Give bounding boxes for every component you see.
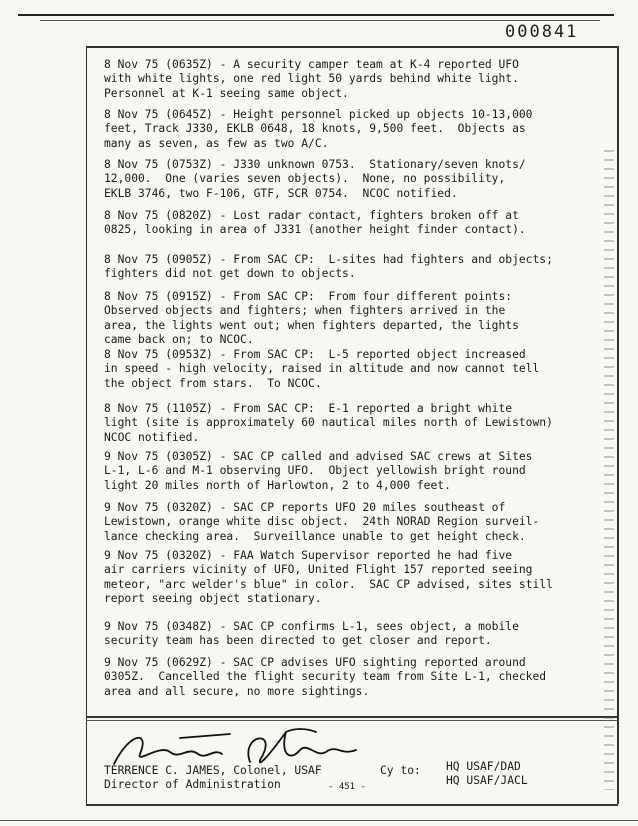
log-entry: 8 Nov 75 (0635Z) - A security camper team at K-4 reported UFO with white lights, one red light 50 yards behind white light. Personnel at K-1 seeing same object. bbox=[104, 58, 519, 100]
signer-title: Director of Administration bbox=[104, 778, 281, 791]
page-number: - 451 - bbox=[328, 782, 366, 792]
copy-to-label: Cy to: bbox=[380, 764, 421, 777]
bottom-rule bbox=[0, 820, 638, 821]
log-entry: 9 Nov 75 (0629Z) - SAC CP advises UFO sighting reported around 0305Z. Cancelled the flight security team from Site L-1, checked area and all secure, no more sightings. bbox=[104, 656, 547, 698]
log-entry: 8 Nov 75 (0915Z) - From SAC CP: From four different points: Observed objects and fighters; when fighters arrived in the area, the lights went out; when fighters departed, the lights came back on; to NCOC. bbox=[104, 290, 519, 347]
document-number: 000841 bbox=[505, 22, 579, 42]
top-rule-secondary bbox=[40, 20, 600, 21]
log-entry: 9 Nov 75 (0305Z) - SAC CP called and advised SAC crews at Sites L-1, L-6 and M-1 observing UFO. Object yellowish bright round light 20 miles north of Harlowton, 2 to 4,000 feet. bbox=[104, 450, 533, 492]
log-entry: 8 Nov 75 (0645Z) - Height personnel picked up objects 10-13,000 feet, Track J330, EKLB 0648, 18 knots, 9,500 feet. Objects as many as seven, as few as two A/C. bbox=[104, 108, 533, 150]
frame-bottom-border bbox=[86, 804, 618, 806]
log-entry: 8 Nov 75 (0753Z) - J330 unknown 0753. Stationary/seven knots/ 12,000. One (varies seven objects). None, no possibility, EKLB 3746, two F-106, GTF, SCR 0754. NCOC notified. bbox=[104, 158, 526, 200]
log-entry: 8 Nov 75 (1105Z) - From SAC CP: E-1 reported a bright white light (site is approximately 60 nautical miles north of Lewistown) NCOC notified. bbox=[104, 402, 553, 444]
top-rule bbox=[18, 14, 614, 16]
signature-block bbox=[104, 724, 604, 804]
log-entry: 9 Nov 75 (0348Z) - SAC CP confirms L-1, sees object, a mobile security team has been directed to get closer and report. bbox=[104, 620, 519, 648]
copy-to-recipient: HQ USAF/DAD bbox=[446, 760, 521, 773]
frame-divider-secondary bbox=[86, 720, 618, 721]
log-entry: 8 Nov 75 (0953Z) - From SAC CP: L-5 reported object increased in speed - high velocity, raised in altitude and now cannot tell the object from stars. To NCOC. bbox=[104, 348, 540, 390]
copy-to-recipient: HQ USAF/JACL bbox=[446, 774, 528, 787]
signer-name: TERRENCE C. JAMES, Colonel, USAF bbox=[104, 764, 322, 777]
frame-divider bbox=[86, 716, 618, 718]
log-entry: 9 Nov 75 (0320Z) - FAA Watch Supervisor reported he had five air carriers vicinity of UFO, United Flight 157 reported seeing meteor, "arc welder's blue" in color. SAC CP advised, sites still report seeing object stationary. bbox=[104, 549, 553, 606]
scan-edge-artifact bbox=[604, 150, 614, 790]
log-entry: 8 Nov 75 (0905Z) - From SAC CP: L-sites had fighters and objects; fighters did not get down to objects. bbox=[104, 253, 553, 281]
log-entry: 9 Nov 75 (0320Z) - SAC CP reports UFO 20 miles southeast of Lewistown, orange white disc object. 24th NORAD Region surveil- lance checking area. Surveillance unable to get height check. bbox=[104, 501, 540, 543]
log-entry: 8 Nov 75 (0820Z) - Lost radar contact, fighters broken off at 0825, looking in area of J331 (another height finder contact). bbox=[104, 209, 526, 237]
